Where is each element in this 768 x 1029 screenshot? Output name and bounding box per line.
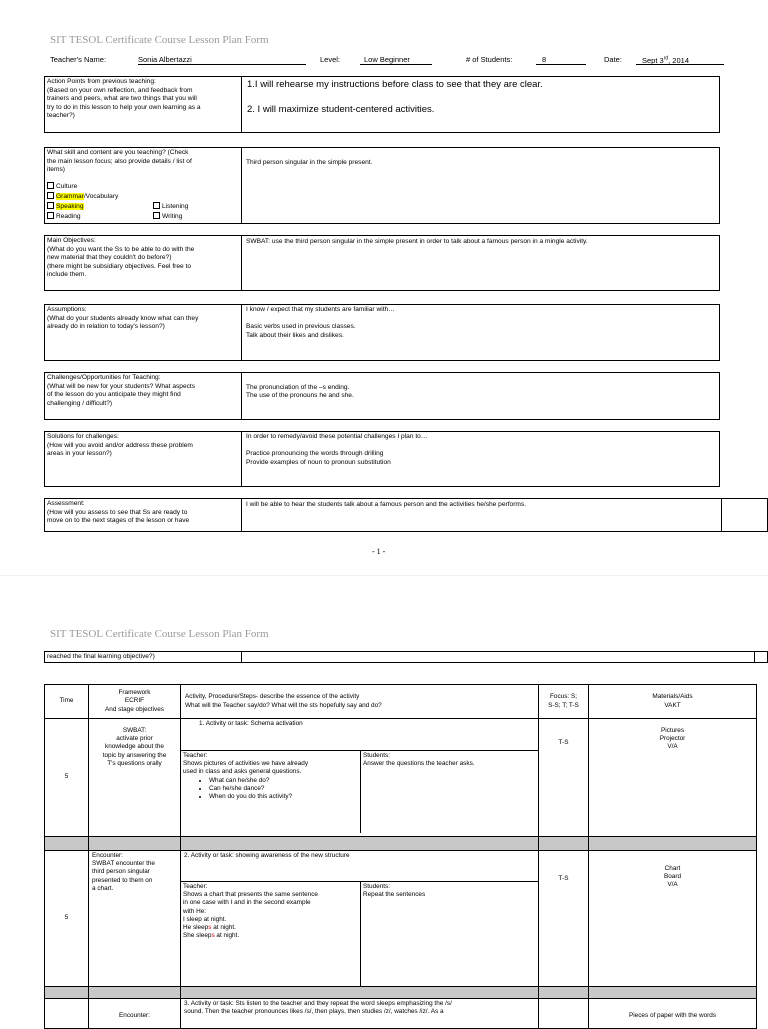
speaking-option[interactable]: Speaking [47, 202, 84, 212]
table-row [45, 999, 757, 1029]
activity-header: Activity, Procedure/Steps- describe the essence of the activity What will the Teacher say/do? What will the sts hopefully say and do? [181, 685, 539, 719]
focus-header: Focus: S; S-S; T; T-S [539, 685, 589, 719]
skills-section [44, 147, 720, 224]
challenges-value[interactable]: The pronunciation of the –s ending. The use of the pronouns he and she. [246, 383, 354, 400]
students-count-value: 8 [542, 55, 547, 64]
objectives-label: Main Objectives: (What do you want the Ss to be able to do with the new material that they couldn't do before?) (there might be subsidiary objectives. Feel free to include them. [47, 237, 195, 279]
objectives-value[interactable]: SWBAT: use the third person singular in the simple present in order to talk about a famous person in a mingle activity. [246, 238, 588, 245]
level-value: Low Beginner [364, 55, 410, 64]
grammar-checkbox[interactable] [47, 192, 54, 199]
culture-checkbox[interactable] [47, 182, 54, 189]
grammar-option[interactable]: Grammar/Vocabulary [47, 192, 118, 202]
page-number: - 1 - [372, 547, 386, 556]
row1-materials: Pictures Projector V/A [589, 719, 757, 837]
row2-teacher-cell: Teacher: Shows a chart that presents the same sentence in one case with I and in the second example with He: I sleep at night. He sleeps at night. She sleeps at night. [181, 882, 361, 986]
objectives-section [44, 235, 720, 291]
row1-activity-title: 1. Activity or task: Schema activation [199, 720, 303, 727]
action-point-1[interactable]: 1.I will rehearse my instructions before class to see that they are clear. [247, 79, 543, 90]
example-she: She sleeps at night. [183, 932, 240, 940]
action-points-section [44, 76, 720, 133]
level-label: Level: [320, 55, 341, 64]
date-label: Date: [604, 55, 622, 64]
row-separator [45, 987, 757, 999]
page-break [0, 575, 768, 576]
row1-time: 5 [45, 719, 89, 837]
teacher-name-label: Teacher's Name: [50, 55, 107, 64]
students-count-field[interactable] [536, 55, 586, 65]
assumptions-section [44, 304, 720, 361]
framework-header: Framework ECRIF And stage objectives [89, 685, 181, 719]
writing-checkbox[interactable] [153, 212, 160, 219]
assumptions-value[interactable]: I know / expect that my students are familiar with… Basic verbs used in previous classes. Talk about their likes and dislikes. [246, 306, 395, 339]
assumptions-label: Assumptions: (What do your students already know what can they already do in relation to today's lesson?) [47, 306, 199, 331]
row1-framework: SWBAT: activate prior knowledge about the topic by answering the T's questions orally [89, 719, 181, 837]
assessment-value[interactable]: I will be able to hear the students talk about a famous person and the activities he/she performs. [246, 501, 527, 508]
solutions-section [44, 431, 720, 487]
skills-value[interactable]: Third person singular in the simple present. [246, 159, 373, 166]
teacher-name-value: Sonia Albertazzi [138, 55, 192, 64]
row1-focus: T-S [539, 719, 589, 837]
assessment-continued-text: reached the final learning objective?) [47, 653, 155, 660]
date-value: Sept 3rd, 2014 [642, 55, 689, 65]
reading-checkbox[interactable] [47, 212, 54, 219]
row2-activity [181, 851, 539, 987]
lesson-procedure-table [44, 684, 757, 1029]
row3-framework: Encounter: [89, 999, 181, 1029]
form-title-page2: SIT TESOL Certificate Course Lesson Plan Form [50, 628, 269, 640]
action-point-2[interactable]: 2. I will maximize student-centered activities. [247, 104, 435, 115]
question-item: • When do you do this activity? [209, 793, 358, 801]
table-header-row [45, 685, 757, 719]
table-row [45, 719, 757, 837]
skills-label: What skill and content are you teaching? (Check the main lesson focus; also provide details / list of items) [47, 149, 192, 174]
row2-activity-title: 2. Activity or task: showing awareness of the new structure [184, 852, 350, 859]
listening-option[interactable]: Listening [153, 202, 188, 212]
row2-focus: T-S [539, 851, 589, 987]
culture-option[interactable]: Culture [47, 182, 77, 192]
row-separator [45, 837, 757, 851]
row3-activity: 3. Activity or task: Sts listen to the teacher and they repeat the word sleeps emphasizing the /s/ sound. Then the teacher pronounces likes /s/, then plays, then studies /z/, watches /iz/. As a [181, 999, 539, 1029]
solutions-label: Solutions for challenges: (How will you avoid and/or address these problem areas in your lesson?) [47, 433, 193, 458]
table-row [45, 851, 757, 987]
form-title: SIT TESOL Certificate Course Lesson Plan Form [50, 34, 269, 46]
question-item: • Can he/she dance? [209, 785, 358, 793]
row1-teacher-cell: Teacher: Shows pictures of activities we have already used in class and asks general questions. • What can he/she do? • Can he/she dance? • When do you do this activity? [181, 751, 361, 833]
action-points-label: Action Points from previous teaching: (Based on your own reflection, and feedback from trainers and peers, what are two things that you will try to do in this lesson to help your own learning as a teacher?) [47, 78, 201, 120]
row2-materials: Chart Board V/A [589, 851, 757, 987]
row2-time: 5 [45, 851, 89, 987]
assessment-label: Assessment: (How will you assess to see that Ss are ready to move on to the next stages of the lesson or have [47, 500, 190, 525]
date-field[interactable] [636, 55, 724, 65]
assessment-section [44, 498, 768, 532]
materials-header: Materials/Aids VAKT [589, 685, 757, 719]
row3-materials: Pieces of paper with the words [589, 999, 757, 1029]
row1-students-cell: Students: Answer the questions the teacher asks. [363, 752, 475, 768]
teacher-name-field[interactable] [138, 55, 306, 65]
listening-checkbox[interactable] [153, 202, 160, 209]
challenges-section [44, 372, 720, 420]
row1-activity [181, 719, 539, 837]
row2-framework: Encounter: SWBAT encounter the third person singular presented to them on a chart. [89, 851, 181, 987]
question-item: • What can he/she do? [209, 777, 358, 785]
students-count-label: # of Students: [466, 55, 513, 64]
example-he: He sleeps at night. [183, 924, 236, 932]
challenges-label: Challenges/Opportunities for Teaching: (What will be new for your students? What aspects of the lesson do you anticipate they might find challenging / difficult?) [47, 374, 196, 407]
reading-option[interactable]: Reading [47, 212, 81, 222]
speaking-checkbox[interactable] [47, 202, 54, 209]
solutions-value[interactable]: In order to remedy/avoid these potential challenges I plan to… Practice pronouncing the words through drilling Provide examples of noun to pronoun substitution [246, 433, 428, 466]
level-field[interactable] [360, 55, 432, 65]
time-header: Time [45, 685, 89, 719]
row2-students-cell: Students: Repeat the sentences [363, 883, 426, 899]
assessment-continued [44, 651, 768, 663]
writing-option[interactable]: Writing [153, 212, 182, 222]
